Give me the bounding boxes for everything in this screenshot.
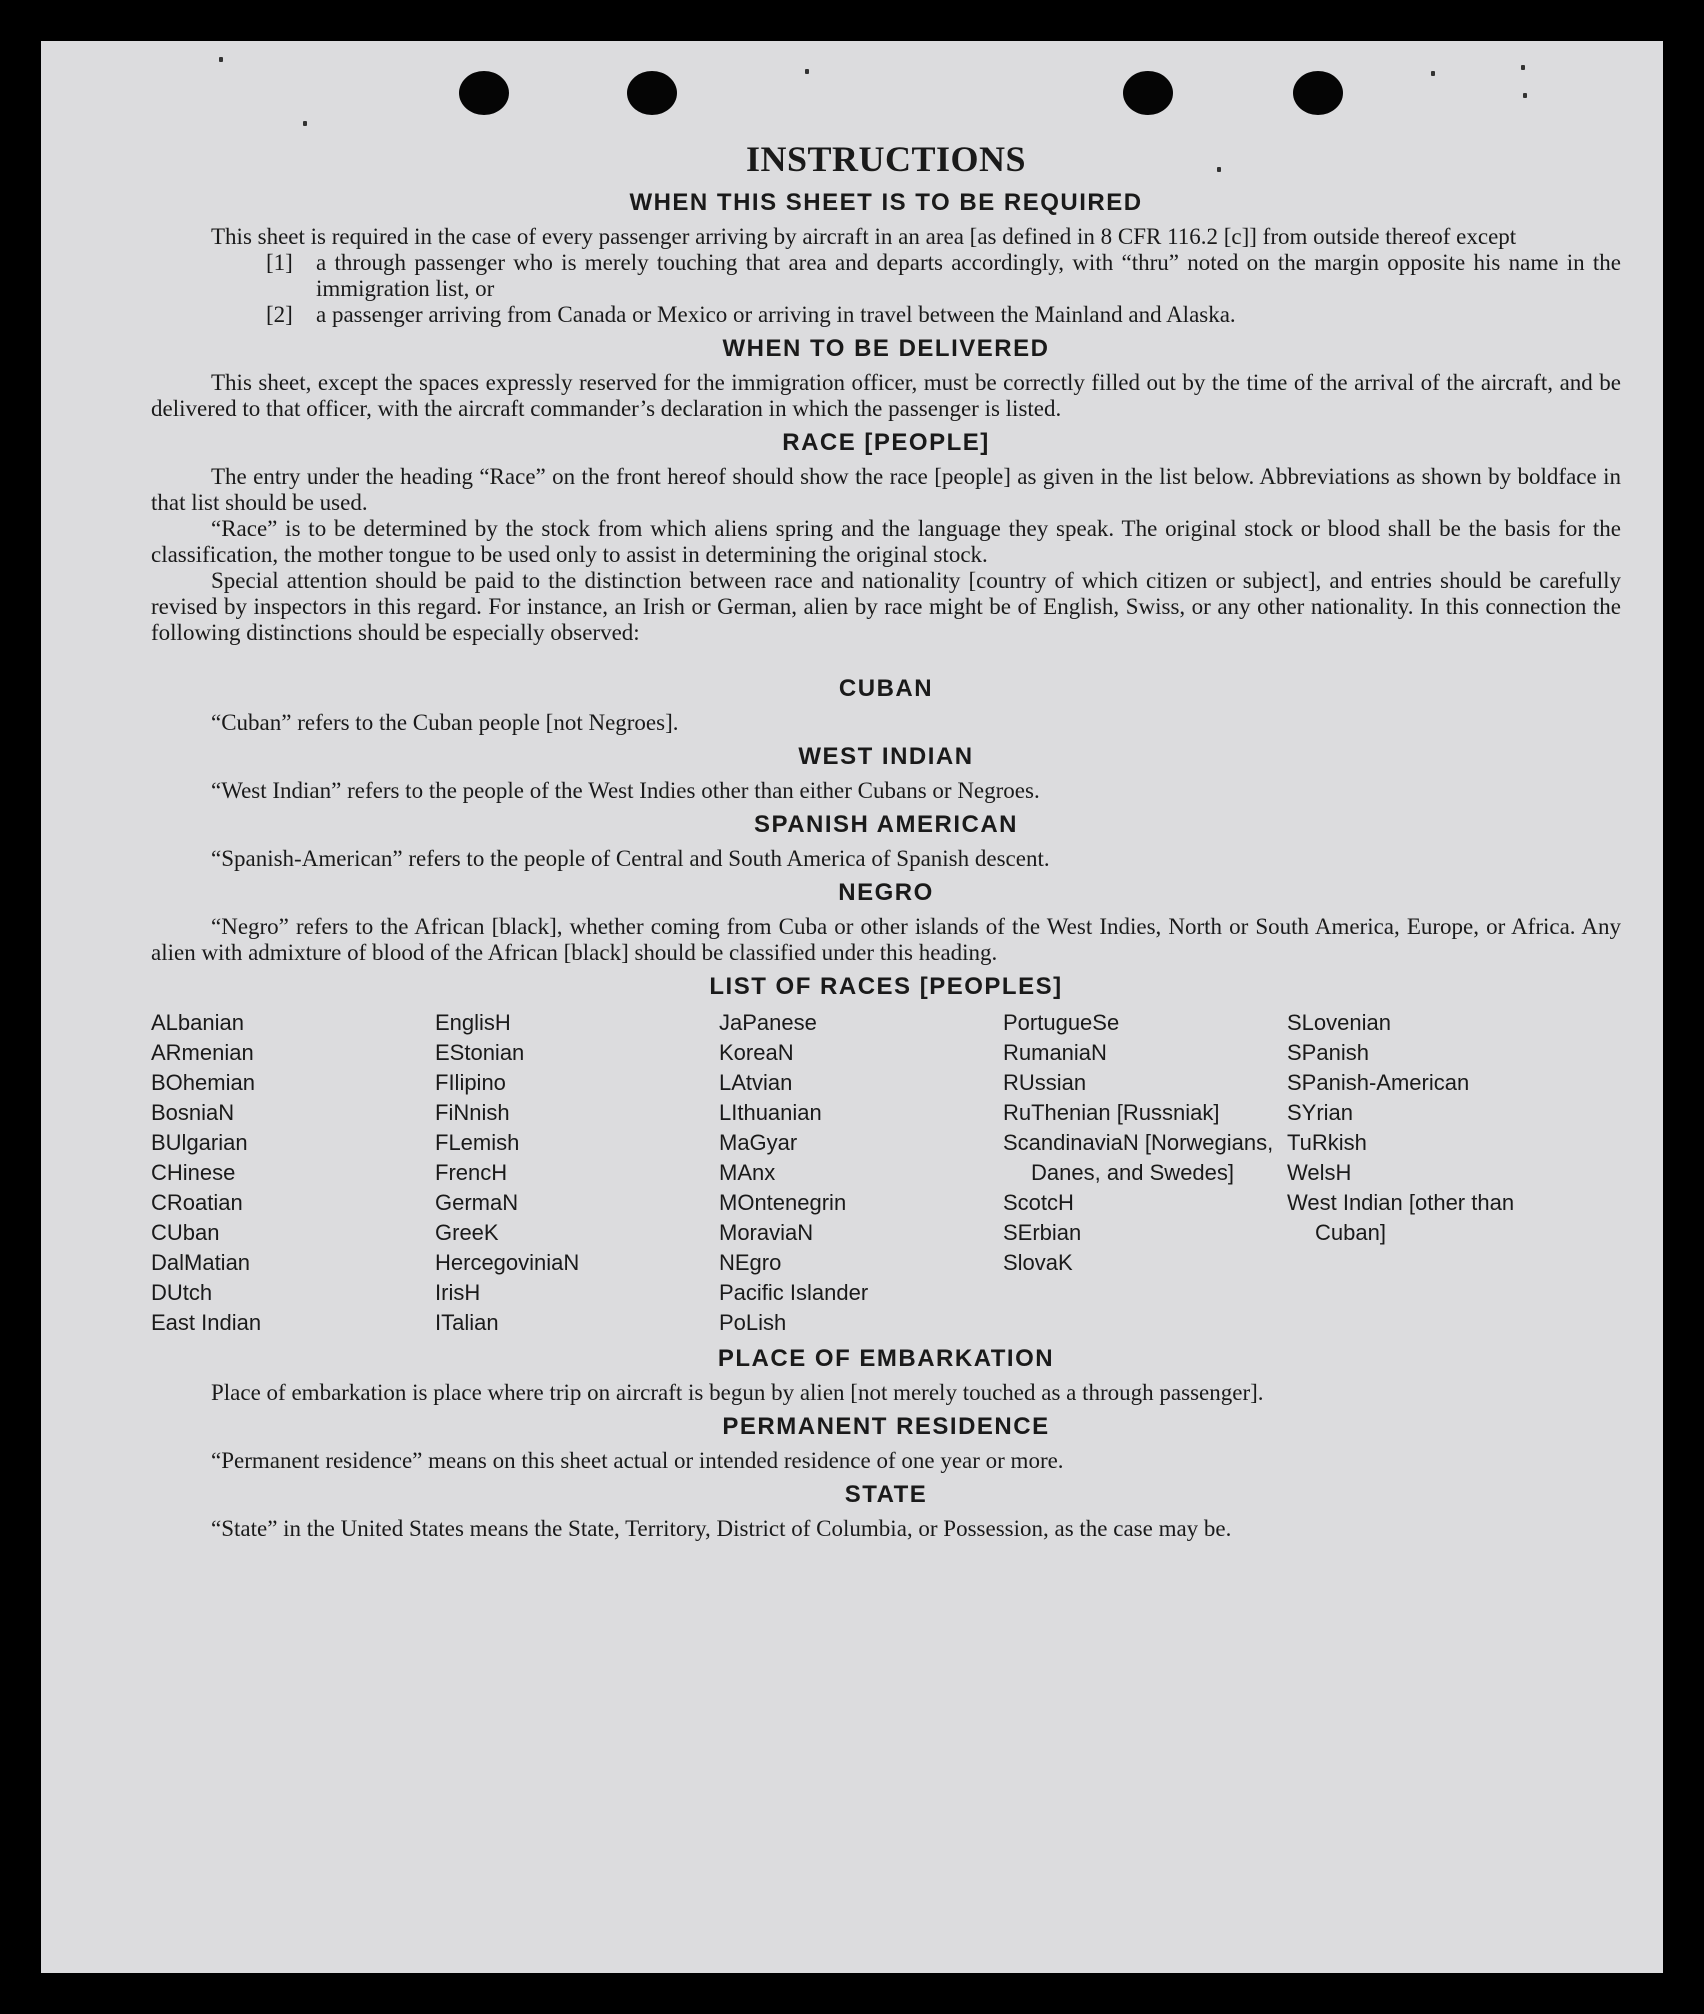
race-item: DUtch — [151, 1280, 213, 1305]
race-item: PortugueSe — [1003, 1010, 1120, 1035]
section-heading-negro: NEGRO — [838, 879, 934, 906]
race-item: RumaniaN — [1003, 1040, 1107, 1065]
race-item: EStonian — [435, 1040, 525, 1065]
required-intro: This sheet is required in the case of every passenger arriving by aircraft in an area [as defined in 8 CFR 116.2 [c]] from outside thereof except — [211, 224, 1517, 249]
embarkation-text: Place of embarkation is place where trip on aircraft is begun by alien [not merely touched as a through passenger]. — [211, 1380, 1264, 1405]
race-item: KoreaN — [719, 1040, 794, 1065]
race-column — [719, 1008, 1003, 1338]
race-item: LAtvian — [719, 1070, 793, 1095]
race-item: IrisH — [435, 1280, 481, 1305]
section-heading-race: RACE [PEOPLE] — [782, 429, 990, 456]
race-item: SYrian — [1287, 1100, 1354, 1125]
race-item: PoLish — [719, 1310, 787, 1335]
punch-hole — [1293, 71, 1343, 115]
page-title: INSTRUCTIONS — [745, 139, 1027, 179]
section-heading-west-indian: WEST INDIAN — [798, 743, 974, 770]
race-item: FiNnish — [435, 1100, 510, 1125]
race-item: ScotcH — [1003, 1190, 1074, 1215]
race-column — [435, 1008, 719, 1338]
race-column — [1287, 1008, 1571, 1338]
residence-text: “Permanent residence” means on this sheet actual or intended residence of one year or more. — [211, 1448, 1064, 1473]
race-item: CHinese — [151, 1160, 236, 1185]
punch-hole — [459, 71, 509, 115]
race-item: FIlipino — [435, 1070, 506, 1095]
required-item — [151, 250, 1621, 302]
required-item — [151, 302, 1621, 328]
race-item: EnglisH — [435, 1010, 511, 1035]
race-item: HercegoviniaN — [435, 1250, 580, 1275]
cuban-text: “Cuban” refers to the Cuban people [not Negroes]. — [211, 710, 679, 735]
item-text: a through passenger who is merely touching that area and departs accordingly, with “thru” noted on the margin opposite his name in the immigration list, or — [316, 250, 1621, 301]
race-item: ALbanian — [151, 1010, 244, 1035]
race-item: WelsH — [1287, 1160, 1352, 1185]
delivered-text: This sheet, except the spaces expressly reserved for the immigration officer, must be correctly filled out by the time of the arrival of the aircraft, and be delivered to that officer, with the aircraft commander’s declaration in which the passenger is listed. — [151, 370, 1621, 421]
section-heading-residence: PERMANENT RESIDENCE — [722, 1413, 1050, 1440]
item-text: a passenger arriving from Canada or Mexico or arriving in travel between the Mainland and Alaska. — [316, 302, 1236, 327]
section-heading-state: STATE — [844, 1481, 928, 1508]
punch-hole — [1123, 71, 1173, 115]
race-item: ARmenian — [151, 1040, 254, 1065]
race-item: MoraviaN — [719, 1220, 814, 1245]
race-item: SPanish-American — [1287, 1070, 1470, 1095]
race-item: SlovaK — [1003, 1250, 1073, 1275]
race-item: NEgro — [719, 1250, 782, 1275]
race-column — [151, 1008, 435, 1338]
item-number: [1] — [266, 250, 293, 275]
race-item: West Indian [other than Cuban] — [1287, 1190, 1515, 1245]
race-paragraph: The entry under the heading “Race” on the front hereof should show the race [people] as given in the list below. Abbreviations as shown by boldface in that list should be used. — [151, 464, 1621, 515]
race-item: LIthuanian — [719, 1100, 822, 1125]
section-heading-cuban: CUBAN — [838, 675, 934, 702]
race-item: MAnx — [719, 1160, 776, 1185]
speck — [1521, 65, 1525, 70]
section-heading-list-of-races: LIST OF RACES [PEOPLES] — [709, 973, 1063, 1000]
race-paragraph: Special attention should be paid to the distinction between race and nationality [country of which citizen or subject], and entries should be carefully revised by inspectors in this regard. For instance, an Irish or German, alien by race might be of English, Swiss, or any other nationality. In this connection the following distinctions should be especially observed: — [151, 568, 1621, 645]
west-indian-text: “West Indian” refers to the people of the West Indies other than either Cubans or Negroes. — [211, 778, 1040, 803]
race-item: ITalian — [435, 1310, 499, 1335]
race-item: SLovenian — [1287, 1010, 1391, 1035]
item-number: [2] — [266, 302, 293, 327]
section-heading-delivered: WHEN TO BE DELIVERED — [722, 335, 1050, 362]
speck — [303, 121, 307, 126]
race-item: MaGyar — [719, 1130, 798, 1155]
race-item: JaPanese — [719, 1010, 817, 1035]
race-item: BOhemian — [151, 1070, 255, 1095]
speck — [219, 57, 223, 62]
spanish-american-text: “Spanish-American” refers to the people of Central and South America of Spanish descent. — [211, 846, 1050, 871]
race-list — [151, 1008, 1621, 1338]
race-item: MOntenegrin — [719, 1190, 847, 1215]
race-item: BUlgarian — [151, 1130, 248, 1155]
race-item: Pacific Islander — [719, 1280, 869, 1305]
negro-text: “Negro” refers to the African [black], whether coming from Cuba or other islands of the West Indies, North or South America, Europe, or Africa. Any alien with admixture of blood of the African [black] should be classified under this heading. — [151, 914, 1621, 965]
race-item: FLemish — [435, 1130, 520, 1155]
race-item: FrencH — [435, 1160, 508, 1185]
race-item: GreeK — [435, 1220, 499, 1245]
instructions-content — [151, 136, 1621, 1542]
race-item: RUssian — [1003, 1070, 1087, 1095]
speck — [805, 69, 809, 74]
spacer — [151, 646, 1621, 668]
race-item: East Indian — [151, 1310, 262, 1335]
speck — [1523, 93, 1527, 98]
race-item: CUban — [151, 1220, 220, 1245]
race-item: RuThenian [Russniak] — [1003, 1100, 1220, 1125]
race-item: CRoatian — [151, 1190, 243, 1215]
race-item: BosniaN — [151, 1100, 235, 1125]
speck — [1431, 71, 1435, 76]
state-text: “State” in the United States means the State, Territory, District of Columbia, or Possession, as the case may be. — [211, 1516, 1232, 1541]
race-item: DalMatian — [151, 1250, 251, 1275]
section-heading-required: WHEN THIS SHEET IS TO BE REQUIRED — [629, 189, 1143, 216]
race-item: TuRkish — [1287, 1130, 1367, 1155]
section-heading-spanish-american: SPANISH AMERICAN — [753, 811, 1018, 838]
race-item: ScandinaviaN [Norwegians, Danes, and Swedes] — [1003, 1130, 1274, 1185]
race-item: GermaN — [435, 1190, 519, 1215]
section-heading-embarkation: PLACE OF EMBARKATION — [717, 1345, 1055, 1372]
race-item: SPanish — [1287, 1040, 1369, 1065]
race-paragraph: “Race” is to be determined by the stock from which aliens spring and the language they speak. The original stock or blood shall be the basis for the classification, the mother tongue to be used only to assist in determining the original stock. — [151, 516, 1621, 567]
race-item: SErbian — [1003, 1220, 1082, 1245]
document-sheet — [41, 41, 1663, 1973]
race-column — [1003, 1008, 1287, 1338]
punch-hole — [627, 71, 677, 115]
